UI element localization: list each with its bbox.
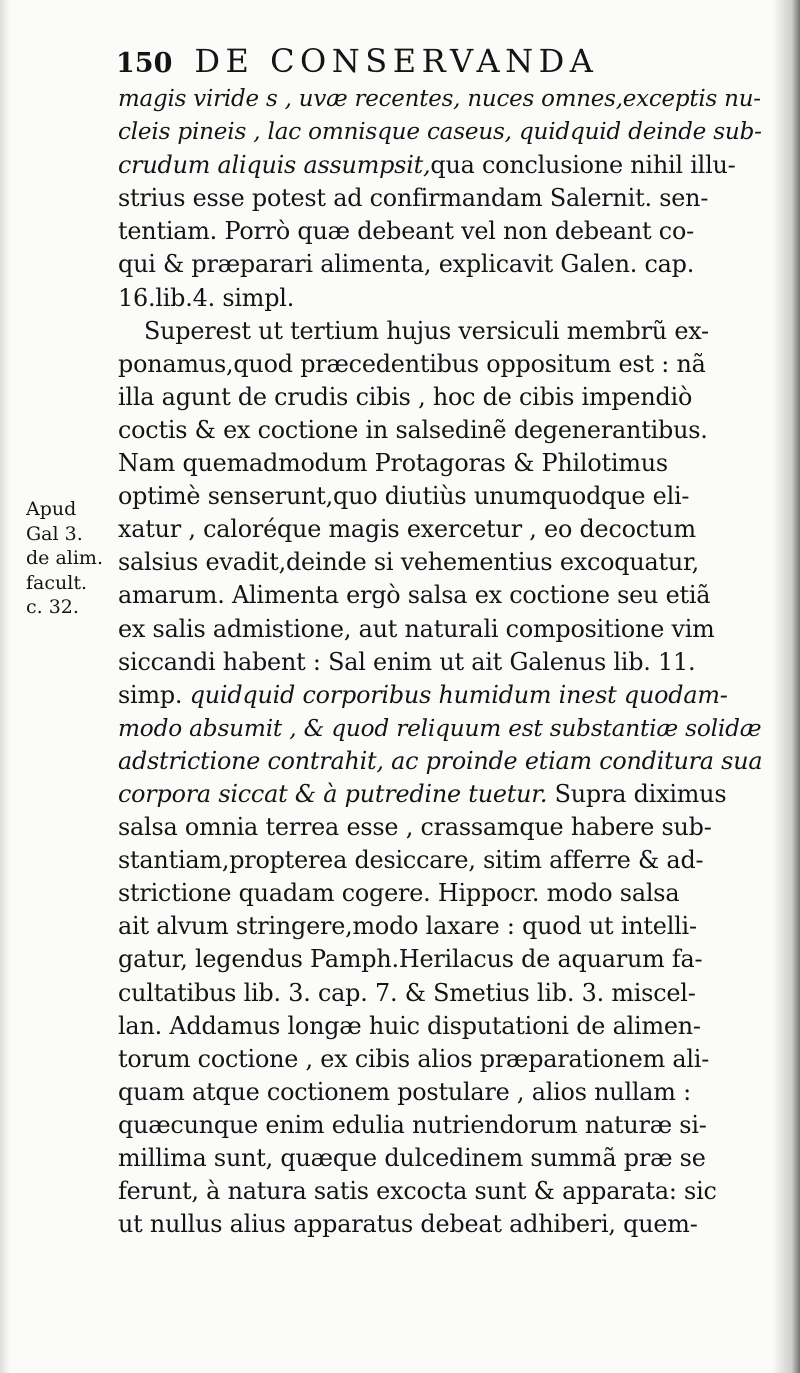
- text-line: lan. Addamus longæ huic disputationi de alimen-: [118, 1011, 701, 1040]
- text-line: xatur , caloréque magis exercetur , eo decoctum: [118, 515, 696, 544]
- text-line: strius esse potest ad confirmandam Salernit. sen-: [118, 184, 709, 213]
- text-line: magis viride s , uvæ recentes, nuces omnes,exceptis nu-: [118, 86, 761, 112]
- margin-note-line: facult.: [26, 571, 87, 594]
- margin-note-line: c. 32.: [26, 596, 79, 618]
- text-line: ponamus,quod præcedentibus oppositum est : nã: [118, 349, 706, 378]
- text-line: stantiam,propterea desiccare, sitim afferre & ad-: [118, 846, 704, 875]
- page-edge-shadow: [772, 0, 800, 1373]
- text-line: strictione quadam cogere. Hippocr. modo salsa: [118, 879, 680, 908]
- text-line: coctis & ex coctione in salsedinẽ degenerantibus.: [118, 415, 708, 444]
- text-line: quam atque coctionem postulare , alios nullam :: [118, 1077, 691, 1106]
- text-line: amarum. Alimenta ergò salsa ex coctione seu etiã: [118, 581, 711, 610]
- text-line: [118, 679, 766, 712]
- text-line: Nam quemadmodum Protagoras & Philotimus: [118, 449, 668, 478]
- text-line: illa agunt de crudis cibis , hoc de cibis impendiò: [118, 382, 693, 411]
- margin-note-line: Apud: [26, 498, 77, 520]
- text-segment: corpora siccat & à putredine tuetur.: [118, 779, 548, 808]
- text-line: adstrictione contrahit, ac proinde etiam conditura sua: [118, 746, 763, 775]
- page-number: 150: [116, 48, 173, 79]
- text-line: siccandi habent : Sal enim ut ait Galenus lib. 11.: [118, 647, 696, 676]
- text-line: millima sunt, quæque dulcedinem summã præ se: [118, 1144, 706, 1172]
- page-header: [116, 42, 756, 86]
- text-line: salsa omnia terrea esse , crassamque habere sub-: [118, 813, 712, 842]
- text-line: qui & præparari alimenta, explicavit Galen. cap.: [118, 250, 695, 279]
- text-segment: crudum aliquis assumpsit,: [118, 151, 431, 180]
- text-line: tentiam. Porrò quæ debeant vel non debeant co-: [118, 217, 694, 246]
- gutter-shadow: [0, 0, 10, 1373]
- text-line: ex salis admistione, aut naturali compositione vim: [118, 614, 715, 643]
- text-line: ferunt, à natura satis excocta sunt & apparata: sic: [118, 1177, 717, 1206]
- text-segment: simp.: [118, 680, 183, 709]
- margin-note-line: Gal 3.: [26, 522, 83, 545]
- text-line: quæcunque enim edulia nutriendorum naturæ si-: [118, 1110, 707, 1139]
- text-segment: quidquid corporibus humidum inest quodam-: [182, 680, 728, 709]
- text-line: [118, 149, 766, 182]
- text-segment: qua conclusione nihil illu-: [430, 151, 736, 180]
- text-line: optimè senserunt,quo diutiùs unumquodque eli-: [118, 482, 690, 511]
- running-title: DE CONSERVANDA: [194, 42, 599, 80]
- text-line: 16.lib.4. simpl.: [118, 283, 295, 312]
- text-line: cleis pineis , lac omnisque caseus, quidquid deinde sub-: [118, 119, 762, 146]
- text-line: Superest ut tertium hujus versiculi membrũ ex-: [144, 316, 709, 345]
- text-line: ut nullus alius apparatus debeat adhiberi, quem-: [118, 1210, 698, 1239]
- margin-note-line: de alim.: [26, 547, 103, 569]
- text-line: cultatibus lib. 3. cap. 7. & Smetius lib. 3. miscel-: [118, 978, 696, 1007]
- text-line: torum coctione , ex cibis alios præparationem ali-: [118, 1044, 710, 1073]
- text-line: ait alvum stringere,modo laxare : quod ut intelli-: [118, 912, 697, 941]
- text-line: gatur, legendus Pamph.Herilacus de aquarum fa-: [118, 945, 703, 974]
- text-segment: Supra diximus: [547, 779, 727, 808]
- body-text: [118, 83, 766, 1241]
- text-line: salsius evadit,deinde si vehementius excoquatur,: [118, 548, 700, 577]
- text-line: modo absumit , & quod reliquum est substantiæ solidæ: [118, 714, 762, 742]
- text-line: [118, 778, 766, 811]
- margin-note: [26, 497, 118, 620]
